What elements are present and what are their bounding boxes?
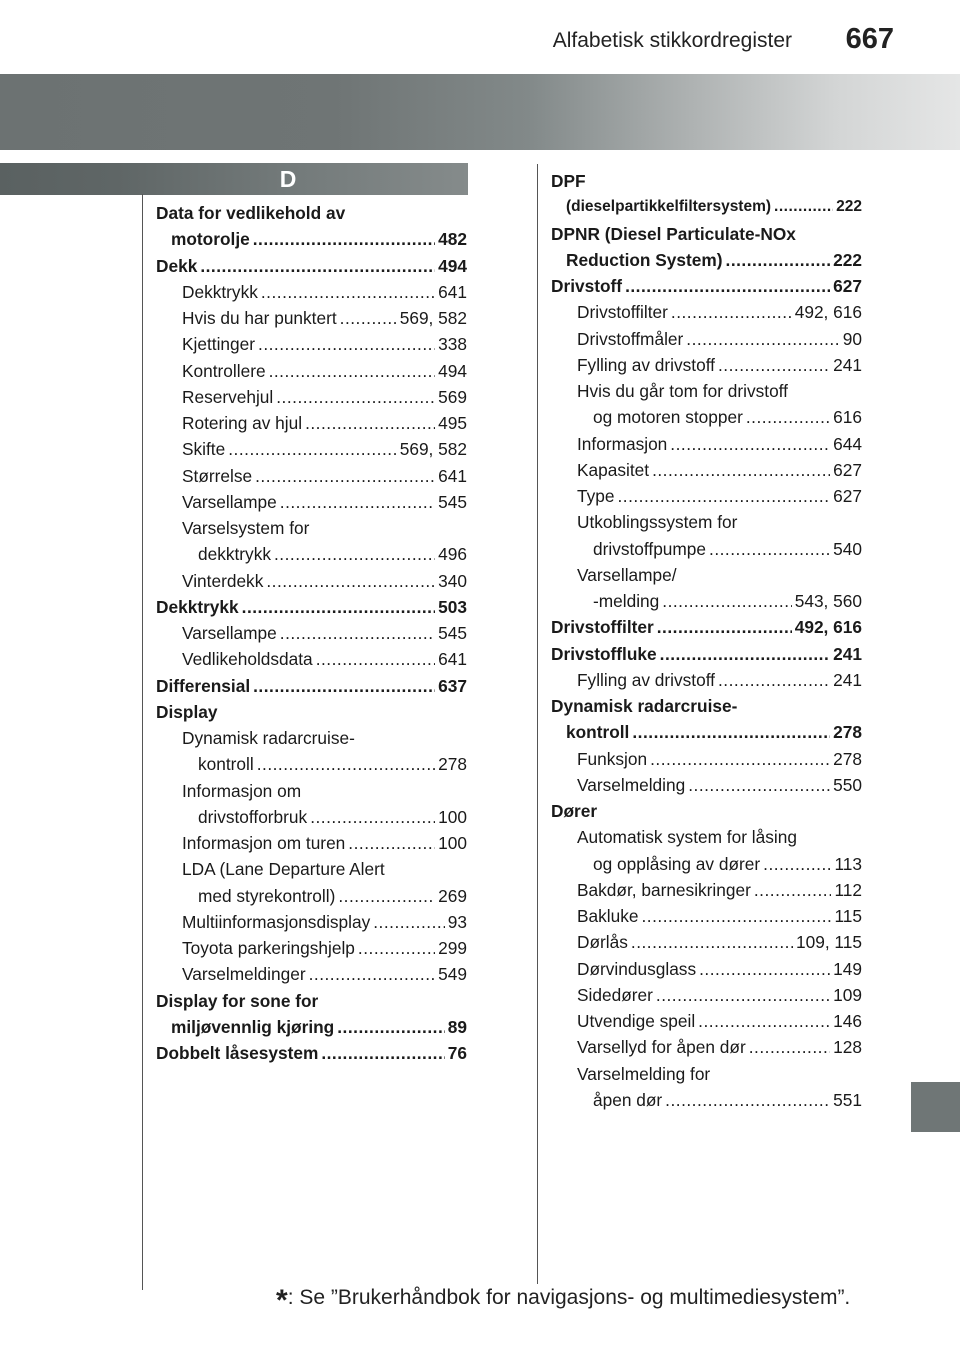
index-entry: [551, 1034, 862, 1060]
index-entry-label: Varselmelding for: [577, 1063, 711, 1084]
index-entry-page: 492, 616: [794, 617, 862, 638]
footnote: [276, 1278, 851, 1317]
index-entry: [551, 1008, 862, 1034]
index-entry-label: DPNR (Diesel Particulate-NOx: [551, 223, 796, 244]
dot-leader: [228, 436, 396, 462]
dot-leader: [337, 1014, 445, 1040]
index-entry: [156, 489, 467, 515]
index-entry: [551, 746, 862, 772]
index-entry-label: og opplåsing av dører: [593, 853, 761, 874]
section-letter: D: [279, 166, 297, 192]
index-entry-page: 113: [834, 853, 862, 874]
index-entry-label: Toyota parkeringshjelp: [182, 938, 355, 958]
dot-leader: [276, 384, 435, 410]
index-entry: [551, 956, 862, 982]
index-entry: [551, 378, 862, 404]
index-entry-label: Bakluke: [577, 906, 639, 926]
index-entry-label: Drivstoffluke: [551, 643, 657, 664]
index-entry-label: Drivstoffmåler: [577, 328, 684, 349]
dot-leader: [652, 457, 830, 483]
dot-leader: [266, 568, 435, 594]
index-entry-label: Sidedører: [577, 984, 653, 1005]
index-entry-page: 616: [833, 407, 862, 428]
index-entry: [551, 693, 862, 719]
index-entry-label: Reservehjul: [182, 386, 274, 407]
index-entry: [551, 562, 862, 588]
index-entry-label: kontroll: [198, 754, 254, 775]
index-entry: [156, 515, 467, 541]
index-entry: [551, 299, 862, 325]
index-entry-page: 278: [833, 722, 862, 743]
index-entry-page: 338: [438, 334, 467, 355]
index-entry-label: Vedlikeholdsdata: [182, 649, 313, 670]
index-entry-label: Rotering av hjul: [182, 413, 303, 433]
index-entry: [156, 1040, 467, 1066]
index-entry: [551, 851, 862, 877]
dot-leader: [200, 253, 435, 279]
index-entry-label: og motoren stopper: [593, 407, 743, 428]
index-entry: [156, 620, 467, 646]
index-entry: [156, 883, 467, 909]
index-entry-page: 545: [438, 623, 467, 643]
index-entry: [156, 830, 467, 856]
index-entry-label: Kjettinger: [182, 334, 256, 355]
index-entry-page: 269: [438, 885, 467, 906]
index-column-left: [156, 200, 467, 1066]
index-entry-label: Skifte: [182, 439, 226, 460]
dot-leader: [269, 358, 436, 384]
index-entry: [156, 305, 467, 331]
index-entry-label: Informasjon: [577, 433, 668, 454]
index-entry-label: Utvendige speil: [577, 1011, 696, 1031]
dot-leader: [650, 746, 830, 772]
index-entry: [156, 1014, 467, 1040]
index-entry-page: 637: [438, 675, 467, 696]
dot-leader: [641, 903, 831, 929]
index-entry-page: 644: [833, 433, 862, 454]
index-entry-label: Varselsystem for: [182, 518, 310, 538]
index-entry: [156, 725, 467, 751]
index-entry-page: 76: [447, 1043, 467, 1063]
index-entry-label: Varsellampe: [182, 623, 277, 643]
index-entry-label: Varsellampe: [182, 491, 277, 512]
index-entry-label: Varsellampe/: [577, 564, 677, 585]
index-entry-page: 543, 560: [794, 591, 862, 611]
index-entry-page: 545: [438, 491, 467, 512]
index-entry-page: 149: [833, 958, 862, 979]
index-entry-label: Differensial: [156, 675, 251, 696]
dot-leader: [309, 961, 436, 987]
index-entry: [551, 168, 862, 194]
index-entry: [551, 221, 862, 247]
dot-leader: [358, 935, 435, 961]
index-entry: [551, 273, 862, 299]
dot-leader: [698, 1008, 830, 1034]
index-entry: [156, 856, 467, 882]
index-entry-page: 89: [447, 1016, 467, 1037]
dot-leader: [657, 614, 792, 640]
dot-leader: [258, 331, 435, 357]
index-entry: [551, 457, 862, 483]
index-entry-page: 340: [438, 570, 467, 591]
index-entry-page: 100: [438, 806, 467, 827]
index-entry: [156, 410, 467, 436]
index-entry: [551, 509, 862, 535]
index-entry-label: LDA (Lane Departure Alert: [182, 859, 385, 880]
dot-leader: [754, 877, 832, 903]
index-entry-label: Data for vedlikehold av: [156, 203, 346, 223]
index-entry-page: 569, 582: [399, 439, 467, 460]
index-entry: [156, 384, 467, 410]
index-entry-page: 551: [833, 1089, 862, 1110]
index-entry: [156, 253, 467, 279]
index-entry-label: Fylling av drivstoff: [577, 669, 715, 690]
index-entry: [551, 614, 862, 640]
index-entry-label: Informasjon om turen: [182, 833, 346, 853]
dot-leader: [665, 1087, 830, 1113]
dot-leader: [774, 194, 833, 220]
index-entry-label: Multiinformasjonsdisplay: [182, 911, 371, 932]
index-entry-label: Kontrollere: [182, 360, 266, 381]
dot-leader: [617, 483, 830, 509]
dot-leader: [625, 273, 830, 299]
index-entry-page: 112: [834, 879, 862, 900]
index-entry-page: 503: [438, 596, 467, 617]
index-entry-page: 146: [833, 1011, 862, 1031]
index-entry: [551, 982, 862, 1008]
index-entry: [551, 719, 862, 745]
index-entry-page: 549: [438, 964, 467, 985]
index-entry-page: 641: [438, 465, 467, 486]
index-entry-label: Varsellyd for åpen dør: [577, 1037, 746, 1058]
index-entry: [551, 247, 862, 273]
index-entry-label: Hvis du går tom for drivstoff: [577, 381, 788, 401]
dot-leader: [631, 929, 793, 955]
dot-leader: [746, 404, 830, 430]
dot-leader: [280, 620, 435, 646]
index-entry-label: Hvis du har punktert: [182, 308, 337, 328]
dot-leader: [718, 352, 830, 378]
index-entry-label: motorolje: [171, 229, 250, 250]
index-entry: [156, 961, 467, 987]
index-entry: [156, 751, 467, 777]
index-entry-page: 569, 582: [399, 308, 467, 328]
index-entry: [156, 988, 467, 1014]
index-entry-page: 115: [834, 906, 862, 926]
index-entry-page: 494: [438, 360, 467, 381]
index-entry-label: (dieselpartikkelfiltersystem): [566, 198, 772, 216]
index-entry: [551, 641, 862, 667]
index-entry-label: Drivstoff: [551, 276, 623, 296]
dot-leader: [242, 594, 436, 620]
index-entry-page: 241: [833, 643, 862, 664]
index-entry-page: 222: [833, 249, 862, 270]
index-entry-label: Dekk: [156, 255, 198, 276]
footnote-text: : Se ”Brukerhåndbok for navigasjons- og multimediesystem”.: [287, 1286, 851, 1309]
index-entry: [551, 903, 862, 929]
dot-leader: [257, 751, 435, 777]
index-entry: [156, 226, 467, 252]
index-entry-label: Drivstoffilter: [551, 617, 654, 638]
dot-leader: [632, 719, 830, 745]
index-entry-page: 93: [447, 911, 467, 932]
index-entry-label: Dynamisk radarcruise-: [551, 696, 738, 716]
dot-leader: [749, 1034, 830, 1060]
index-entry-page: 482: [438, 229, 467, 250]
index-entry-page: 641: [438, 649, 467, 670]
index-entry-label: Informasjon om: [182, 780, 302, 801]
header-banner: [0, 74, 960, 150]
index-entry-label: -melding: [593, 591, 660, 611]
index-entry: [551, 431, 862, 457]
index-entry: [156, 594, 467, 620]
dot-leader: [656, 982, 830, 1008]
left-column-rule: [142, 194, 143, 1290]
index-entry-page: 641: [438, 281, 467, 302]
dot-leader: [373, 909, 445, 935]
index-entry: [551, 877, 862, 903]
dot-leader: [255, 463, 435, 489]
index-entry: [156, 778, 467, 804]
index-entry-label: Dørvindusglass: [577, 958, 697, 979]
index-entry: [156, 331, 467, 357]
index-entry-page: 128: [833, 1037, 862, 1058]
index-entry-page: 299: [438, 938, 467, 958]
index-entry: [156, 436, 467, 462]
index-entry-label: Automatisk system for låsing: [577, 827, 797, 848]
dot-leader: [253, 226, 435, 252]
index-entry-label: Dynamisk radarcruise-: [182, 728, 355, 748]
dot-leader: [261, 279, 435, 305]
dot-leader: [660, 641, 831, 667]
index-entry-page: 569: [438, 386, 467, 407]
index-entry: [551, 667, 862, 693]
index-entry-label: Dører: [551, 801, 598, 821]
index-entry: [156, 279, 467, 305]
index-entry: [156, 646, 467, 672]
chapter-thumb-tab: [911, 1082, 960, 1132]
index-entry-label: Drivstoffilter: [577, 302, 668, 323]
index-entry-page: 627: [833, 276, 862, 296]
dot-leader: [274, 541, 435, 567]
dot-leader: [763, 851, 831, 877]
index-entry: [156, 200, 467, 226]
dot-leader: [348, 830, 435, 856]
index-entry-label: kontroll: [566, 722, 630, 743]
index-entry-page: 494: [438, 255, 467, 276]
index-entry: [156, 804, 467, 830]
index-entry-label: Kapasitet: [577, 459, 650, 480]
dot-leader: [726, 247, 831, 273]
dot-leader: [686, 326, 839, 352]
index-entry: [551, 1087, 862, 1113]
index-entry-label: dekktrykk: [198, 544, 271, 565]
dot-leader: [709, 536, 830, 562]
index-entry-label: Fylling av drivstoff: [577, 354, 715, 375]
index-entry-page: 90: [842, 328, 862, 349]
index-entry-label: åpen dør: [593, 1089, 663, 1110]
index-entry: [551, 588, 862, 614]
index-entry-label: Varselmelding: [577, 774, 686, 795]
index-entry-label: Type: [577, 486, 615, 506]
page-number: 667: [845, 23, 894, 55]
index-entry-label: Varselmeldinger: [182, 964, 306, 985]
index-entry-label: Display: [156, 701, 218, 722]
index-entry: [156, 541, 467, 567]
index-entry: [551, 1061, 862, 1087]
index-entry: [551, 326, 862, 352]
middle-column-rule: [537, 164, 538, 1284]
index-entry-label: drivstofforbruk: [198, 806, 308, 827]
index-entry-label: Dobbelt låsesystem: [156, 1043, 319, 1063]
index-entry-page: 109: [833, 984, 862, 1005]
index-entry-page: 495: [438, 413, 467, 433]
footnote-marker: *: [276, 1284, 288, 1317]
index-entry: [156, 935, 467, 961]
index-entry-label: miljøvennlig kjøring: [171, 1016, 335, 1037]
index-entry-label: Vinterdekk: [182, 570, 264, 591]
dot-leader: [671, 299, 792, 325]
index-entry: [551, 536, 862, 562]
index-entry-page: 540: [833, 538, 862, 559]
index-entry: [156, 463, 467, 489]
section-tab: [0, 163, 468, 195]
index-entry-page: 278: [438, 754, 467, 775]
dot-leader: [338, 883, 435, 909]
index-entry-page: 627: [833, 486, 862, 506]
index-entry-page: 550: [833, 774, 862, 795]
index-entry: [156, 699, 467, 725]
index-entry-page: 278: [833, 748, 862, 769]
index-entry: [551, 772, 862, 798]
index-entry-label: Dørlås: [577, 932, 628, 953]
index-entry: [551, 352, 862, 378]
running-header-title: Alfabetisk stikkordregister: [552, 29, 792, 52]
index-entry-label: Reduction System): [566, 249, 723, 270]
index-entry: [156, 568, 467, 594]
index-entry: [551, 194, 862, 220]
dot-leader: [253, 673, 435, 699]
dot-leader: [321, 1040, 444, 1066]
index-entry: [156, 673, 467, 699]
dot-leader: [280, 489, 435, 515]
index-entry-label: Dekktrykk: [156, 596, 239, 617]
dot-leader: [340, 305, 397, 331]
index-column-right: [551, 168, 862, 1113]
index-entry-label: Dekktrykk: [182, 281, 258, 302]
index-entry: [551, 824, 862, 850]
dot-leader: [662, 588, 791, 614]
index-entry-page: 109, 115: [796, 932, 862, 953]
index-entry: [156, 909, 467, 935]
index-entry-label: DPF: [551, 171, 586, 191]
dot-leader: [688, 772, 830, 798]
index-entry: [551, 929, 862, 955]
index-entry-label: med styrekontroll): [198, 885, 336, 906]
index-entry-page: 627: [833, 459, 862, 480]
index-entry-page: 492, 616: [794, 302, 862, 323]
index-entry-page: 241: [833, 669, 862, 690]
index-entry: [551, 483, 862, 509]
index-entry-page: 496: [438, 544, 467, 565]
index-entry-label: Display for sone for: [156, 990, 319, 1011]
index-entry: [551, 404, 862, 430]
index-entry: [551, 798, 862, 824]
index-entry-page: 100: [438, 833, 467, 853]
index-entry-page: 241: [833, 354, 862, 375]
dot-leader: [310, 804, 435, 830]
dot-leader: [670, 431, 830, 457]
dot-leader: [718, 667, 830, 693]
index-entry-page: 222: [836, 198, 862, 216]
dot-leader: [305, 410, 435, 436]
dot-leader: [699, 956, 830, 982]
index-entry-label: Utkoblingssystem for: [577, 512, 738, 533]
index-entry-label: drivstoffpumpe: [593, 538, 707, 559]
index-entry: [156, 358, 467, 384]
dot-leader: [316, 646, 435, 672]
index-entry-label: Størrelse: [182, 465, 253, 486]
index-entry-label: Funksjon: [577, 748, 648, 769]
index-entry-label: Bakdør, barnesikringer: [577, 879, 751, 900]
